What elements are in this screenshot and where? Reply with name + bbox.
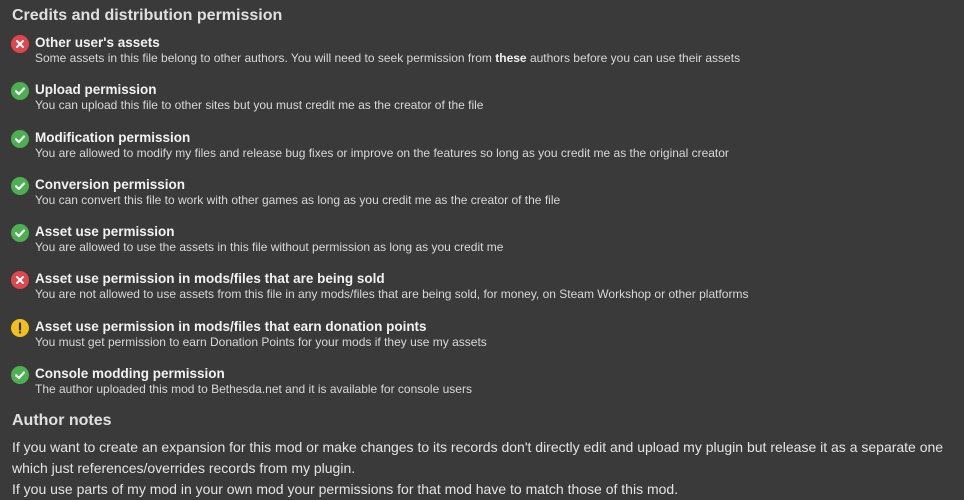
permission-description: You must get permission to earn Donation Points for your mods if they use my assets [35, 334, 487, 349]
warning-icon [11, 319, 29, 337]
author-notes-paragraph-1: If you want to create an expansion for this mod or make changes to its records don't directly edit and upload my plugin but release it as a separate one which just references/overrides records from my plugin. [12, 439, 944, 477]
check-icon [11, 177, 29, 195]
permission-item-other-users-assets [11, 34, 953, 81]
permission-title: Conversion permission [35, 176, 186, 192]
section-title: Credits and distribution permission [12, 7, 283, 24]
permission-title: Other user's assets [35, 35, 160, 50]
permission-title: Asset use permission in mods/files that earn donation points [35, 318, 427, 334]
check-icon [11, 82, 29, 100]
check-icon [11, 366, 29, 384]
permission-title: Upload permission [35, 82, 157, 98]
permission-item-upload [11, 81, 953, 128]
these-link[interactable]: these [495, 51, 527, 65]
permission-description: You are not allowed to use assets from this file in any mods/files that are being sold, for money, on Steam Workshop or other platforms [35, 287, 749, 302]
permission-item-asset-use-sold [11, 270, 953, 317]
permission-description: You are allowed to modify my files and release bug fixes or improve on the features so long as you credit me as the original creator [35, 145, 729, 160]
permission-title: Asset use permission in mods/files that are being sold [35, 271, 385, 287]
permission-description: You can upload this file to other sites but you must credit me as the creator of the file [35, 98, 484, 113]
cross-icon [11, 271, 29, 289]
permission-item-asset-use [11, 223, 953, 270]
author-notes-title: Author notes [12, 412, 112, 430]
permission-item-console-modding [11, 365, 953, 411]
permission-title: Console modding permission [35, 366, 225, 382]
check-icon [11, 130, 29, 148]
cross-icon [11, 35, 29, 53]
permission-title: Modification permission [35, 129, 191, 145]
permission-description: You are allowed to use the assets in this file without permission as long as you credit me [35, 240, 504, 255]
permission-item-modification [11, 129, 953, 176]
permission-item-conversion [11, 176, 953, 223]
permission-description: You can convert this file to work with other games as long as you credit me as the creator of the file [35, 192, 561, 207]
permission-list [11, 34, 953, 411]
permission-title: Asset use permission [35, 224, 175, 240]
permission-description: Some assets in this file belong to other authors. You will need to seek permission from these authors before you can use their assets [35, 51, 741, 65]
permission-description: The author uploaded this mod to Bethesda.net and it is available for console users [35, 382, 472, 397]
check-icon [11, 224, 29, 242]
permission-item-asset-use-donation [11, 318, 953, 365]
author-notes-paragraph-2: If you use parts of my mod in your own mod your permissions for that mod have to match those of this mod. [12, 481, 679, 498]
